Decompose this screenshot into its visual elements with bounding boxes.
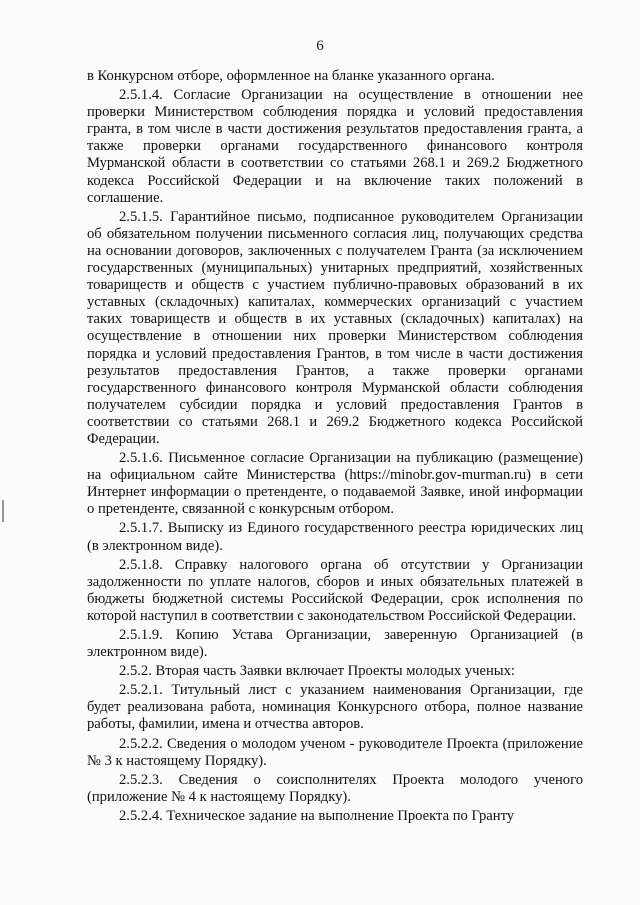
paragraph-2-5-1-7: 2.5.1.7. Выписку из Единого государственного реестра юридических лиц (в электронном виде). [87,520,583,554]
paragraph-2-5-2-3: 2.5.2.3. Сведения о соисполнителях Проекта молодого ученого (приложение № 4 к настоящему Порядку). [87,771,583,805]
paragraph-2-5-1-8: 2.5.1.8. Справку налогового органа об отсутствии у Организации задолженности по уплате налогов, сборов и иных обязательных платежей в бюджеты бюджетной системы Российской Федерации, срок исполнения по которой наступил в соответствии с законодательством Российской Федерации. [87,556,583,624]
paragraph-2-5-2-4: 2.5.2.4. Техническое задание на выполнение Проекта по Гранту [119,807,515,824]
document-body [87,68,583,827]
scan-edge-mark [2,500,4,522]
page-number: 6 [316,38,324,54]
paragraph-2-5-2: 2.5.2. Вторая часть Заявки включает Проекты молодых ученых: [119,663,515,680]
paragraph-2-5-1-9: 2.5.1.9. Копию Устава Организации, заверенную Организацией (в электронном виде). [87,627,583,661]
paragraph-2-5-1-4: 2.5.1.4. Согласие Организации на осуществление в отношении нее проверки Министерством соблюдения порядка и условий предоставления гранта, в том числе в части достижения результатов предоставления гранта, а также проверки органами государственного финансового контроля Мурманской области в соответствии со статьями 268.1 и 269.2 Бюджетного кодекса Российской Федерации и на включение таких положений в соглашение. [87,87,583,206]
paragraph-2-5-2-1: 2.5.2.1. Титульный лист с указанием наименования Организации, где будет реализована работа, номинация Конкурсного отбора, полное название работы, фамилии, имена и отчества авторов. [87,682,583,733]
paragraph-2-5-2-2: 2.5.2.2. Сведения о молодом ученом - руководителе Проекта (приложение № 3 к настоящему Порядку). [87,735,583,769]
paragraph-2-5-1-6: 2.5.1.6. Письменное согласие Организации на публикацию (размещение) на официальном сайте Министерства (https://minobr.gov-murman.ru) в сети Интернет информации о претенденте, о подаваемой Заявке, иной информации о претенденте, связанной с конкурсным отбором. [87,450,583,518]
paragraph-2-5-1-5: 2.5.1.5. Гарантийное письмо, подписанное руководителем Организации об обязательном получении письменного согласия лиц, получающих средства на основании договоров, заключенных с получателем Гранта (за исключением государственных (муниципальных) унитарных предприятий, хозяйственных товариществ и обществ с участием публично-правовых образований в их уставных (складочных) капиталах, коммерческих организаций с участием таких товариществ и обществ в их уставных (складочных) капиталах) на осуществление в отношении них проверки Министерством соблюдения порядка и условий предоставления Грантов, в том числе в части достижения результатов предоставления Грантов, а также проверки органами государственного финансового контроля Мурманской области соблюдения получателем субсидии порядка и условий предоставления Грантов в соответствии со статьями 268.1 и 269.2 Бюджетного кодекса Российской Федерации. [87,208,583,447]
paragraph-continuation: в Конкурсном отборе, оформленное на бланке указанного органа. [87,68,495,84]
